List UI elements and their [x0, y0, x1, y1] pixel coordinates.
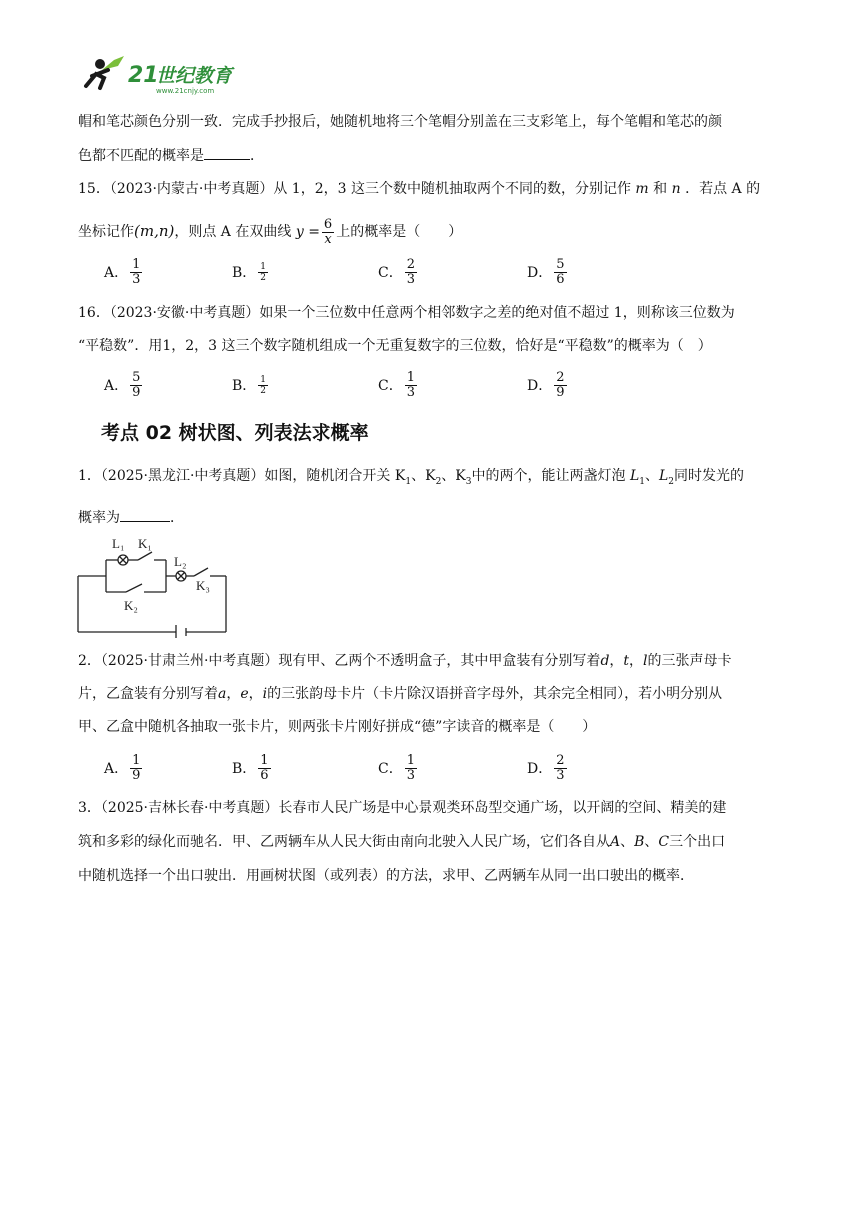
- q15-question: 上的概率是（ ）: [336, 224, 463, 240]
- option-c[interactable]: [378, 748, 419, 788]
- p2-stem: 2．（2025·甘肃兰州·中考真题）现有甲、乙两个不透明盒子，其中甲盒装有分别写着: [78, 653, 601, 669]
- p1-stem: 1．（2025·黑龙江·中考真题）如图，随机闭合开关 K: [78, 468, 406, 484]
- q15-line1: [78, 179, 760, 199]
- option-b[interactable]: [232, 252, 270, 292]
- option-label: D．: [527, 265, 553, 281]
- p1-period: ．: [170, 510, 184, 526]
- label-l1: L₁: [112, 536, 125, 551]
- circuit-svg: [76, 532, 236, 638]
- option-a[interactable]: [104, 365, 144, 405]
- q14-period: ．: [250, 148, 264, 164]
- option-d[interactable]: [527, 748, 569, 788]
- section-heading: 考点 02 树状图、列表法求概率: [101, 422, 369, 444]
- frac-num: 1: [406, 752, 415, 768]
- option-fraction: [130, 258, 142, 287]
- p2-text-end: 的三张韵母卡片（卡片除汉语拼音字母外，其余完全相同），若小明分别从: [267, 686, 723, 702]
- sub-1: 1: [639, 476, 645, 487]
- option-fraction: [258, 262, 268, 283]
- q15-line2: [78, 216, 462, 246]
- frac-den: 3: [406, 271, 415, 287]
- option-label: C．: [378, 761, 403, 777]
- frac-num: 1: [132, 256, 141, 272]
- option-fraction: [554, 754, 566, 783]
- q16-line2: “平稳数”．用1，2，3 这三个数字随机组成一个无重复数字的三位数，恰好是“平稳数”的概率为（ ）: [78, 338, 712, 354]
- sub-1: 1: [405, 476, 412, 487]
- q14-text: 色都不匹配的概率是: [78, 148, 204, 164]
- q15-hyperbola-text: ，则点 A 在双曲线: [174, 224, 292, 240]
- frac-den: x: [324, 231, 332, 247]
- comma: ，: [248, 686, 263, 702]
- p1-line2: [78, 507, 184, 528]
- p3-line3: 中随机选择一个出口驶出．用画树状图（或列表）的方法，求甲、乙两辆车从同一出口驶出的概率．: [78, 868, 694, 884]
- exit-c: C: [658, 834, 670, 850]
- frac-den: 6: [556, 271, 565, 287]
- frac-den: 9: [132, 767, 141, 783]
- frac-den: 9: [556, 384, 565, 400]
- var-L: L: [658, 468, 669, 484]
- p1-sep: 、K: [411, 468, 436, 484]
- label-k2: K₂: [124, 598, 138, 613]
- p2-line3: 甲、乙盒中随机各抽取一张卡片，则两张卡片刚好拼成“德”字读音的概率是（ ）: [78, 719, 597, 735]
- letter-l: l: [643, 653, 648, 669]
- frac-num: 2: [406, 256, 415, 272]
- circuit-diagram: [76, 532, 236, 638]
- option-fraction: [554, 258, 566, 287]
- letter-t: t: [623, 653, 630, 669]
- frac-den: 3: [406, 767, 415, 783]
- option-fraction: [130, 371, 142, 400]
- p1-sep: 、: [644, 468, 659, 484]
- option-label: C．: [378, 378, 403, 394]
- option-label: A．: [104, 378, 129, 394]
- frac-den: 2: [260, 385, 267, 396]
- frac-num: 1: [260, 261, 267, 272]
- p2-stem-end: 的三张声母卡: [647, 653, 732, 669]
- p1-stem-end: 同时发光的: [674, 468, 745, 484]
- option-b[interactable]: [232, 365, 270, 405]
- coord-mn: (m,n): [134, 222, 175, 240]
- frac-num: 1: [260, 752, 269, 768]
- label-k3: K₃: [196, 578, 210, 593]
- svg-text:世纪教育: 世纪教育: [156, 65, 233, 87]
- p1-stem-mid: 中的两个，能让两盏灯泡: [471, 468, 626, 484]
- option-label: B．: [232, 378, 257, 394]
- option-fraction: [554, 371, 566, 400]
- comma: ，: [629, 653, 644, 669]
- frac-num: 5: [556, 256, 565, 272]
- sub-2: 2: [435, 476, 442, 487]
- option-b[interactable]: [232, 748, 273, 788]
- var-m: m: [635, 181, 649, 197]
- frac-num: 2: [556, 369, 565, 385]
- option-label: D．: [527, 378, 553, 394]
- p3-line1: 3．（2025·吉林长春·中考真题）长春市人民广场是中心景观类环岛型交通广场，以开阔的空间、精美的建: [78, 800, 727, 816]
- frac-num: 1: [132, 752, 141, 768]
- label-l2: L₂: [174, 554, 187, 569]
- p1-sep: 、K: [441, 468, 466, 484]
- p3-text: 筑和多彩的绿化而驰名．甲、乙两辆车从人民大街由南向北驶入人民广场，它们各自从: [78, 834, 610, 850]
- frac-num: 1: [260, 374, 267, 385]
- sub-2: 2: [668, 476, 675, 487]
- frac-num: 5: [132, 369, 141, 385]
- frac-den: 2: [260, 272, 267, 283]
- option-c[interactable]: [378, 252, 419, 292]
- option-fraction: [405, 258, 417, 287]
- sep: 、: [644, 834, 659, 850]
- option-label: C．: [378, 265, 403, 281]
- frac-den: 3: [556, 767, 565, 783]
- letter-a: a: [218, 686, 227, 702]
- q14-line1: 帽和笔芯颜色分别一致．完成手抄报后，她随机地将三个笔帽分别盖在三支彩笔上，每个笔帽和笔芯的颜: [78, 114, 722, 130]
- q15-stem-end: ．若点 A 的: [685, 181, 761, 197]
- option-a[interactable]: [104, 748, 144, 788]
- answer-blank: [204, 145, 250, 160]
- letter-e: e: [240, 686, 249, 702]
- comma: ，: [226, 686, 241, 702]
- p1-line1: [78, 466, 744, 492]
- var-L: L: [629, 468, 640, 484]
- q16-line1: 16．（2023·安徽·中考真题）如果一个三位数中任意两个相邻数字之差的绝对值不超过 1，则称该三位数为: [78, 305, 735, 321]
- option-fraction: [258, 754, 270, 783]
- option-fraction: [258, 375, 268, 396]
- site-logo: [78, 52, 258, 96]
- frac-num: 1: [406, 369, 415, 385]
- frac-num: 2: [556, 752, 565, 768]
- p2-line1: [78, 651, 732, 671]
- equation-y: y =: [295, 224, 320, 240]
- option-label: A．: [104, 265, 129, 281]
- option-a[interactable]: [104, 252, 144, 292]
- option-label: D．: [527, 761, 553, 777]
- answer-blank: [120, 507, 170, 522]
- option-label: A．: [104, 761, 129, 777]
- sub-3: 3: [465, 476, 472, 487]
- sep: 、: [620, 834, 635, 850]
- option-label: B．: [232, 761, 257, 777]
- fraction-6-over-x: [322, 218, 334, 247]
- option-fraction: [130, 754, 142, 783]
- p2-text: 片，乙盒装有分别写着: [78, 686, 218, 702]
- letter-d: d: [600, 653, 610, 669]
- q14-line2: [78, 145, 264, 166]
- option-fraction: [405, 371, 417, 400]
- q15-coord-text: 坐标记作: [78, 224, 134, 240]
- option-c[interactable]: [378, 365, 419, 405]
- q15-and: 和: [653, 181, 668, 197]
- p3-line2: [78, 832, 725, 852]
- runner-logo-icon: [78, 52, 258, 96]
- exit-b: B: [634, 834, 645, 850]
- p3-text-end: 三个出口: [669, 834, 726, 850]
- svg-text:21: 21: [128, 63, 159, 88]
- comma: ，: [609, 653, 624, 669]
- frac-den: 9: [132, 384, 141, 400]
- q15-stem: 15．（2023·内蒙古·中考真题）从 1，2，3 这三个数中随机抽取两个不同的数，分别记作: [78, 181, 631, 197]
- letter-i: i: [262, 686, 268, 702]
- frac-den: 3: [406, 384, 415, 400]
- svg-text:www.21cnjy.com: www.21cnjy.com: [156, 87, 215, 95]
- label-k1: K₁: [138, 536, 152, 551]
- option-label: B．: [232, 265, 257, 281]
- var-n: n: [671, 181, 681, 197]
- option-d[interactable]: [527, 365, 569, 405]
- option-d[interactable]: [527, 252, 569, 292]
- p1-prob-text: 概率为: [78, 510, 120, 526]
- frac-den: 3: [132, 271, 141, 287]
- p2-line2: [78, 684, 722, 704]
- option-fraction: [405, 754, 417, 783]
- frac-den: 6: [260, 767, 269, 783]
- frac-num: 6: [323, 216, 333, 232]
- exit-a: A: [610, 834, 621, 850]
